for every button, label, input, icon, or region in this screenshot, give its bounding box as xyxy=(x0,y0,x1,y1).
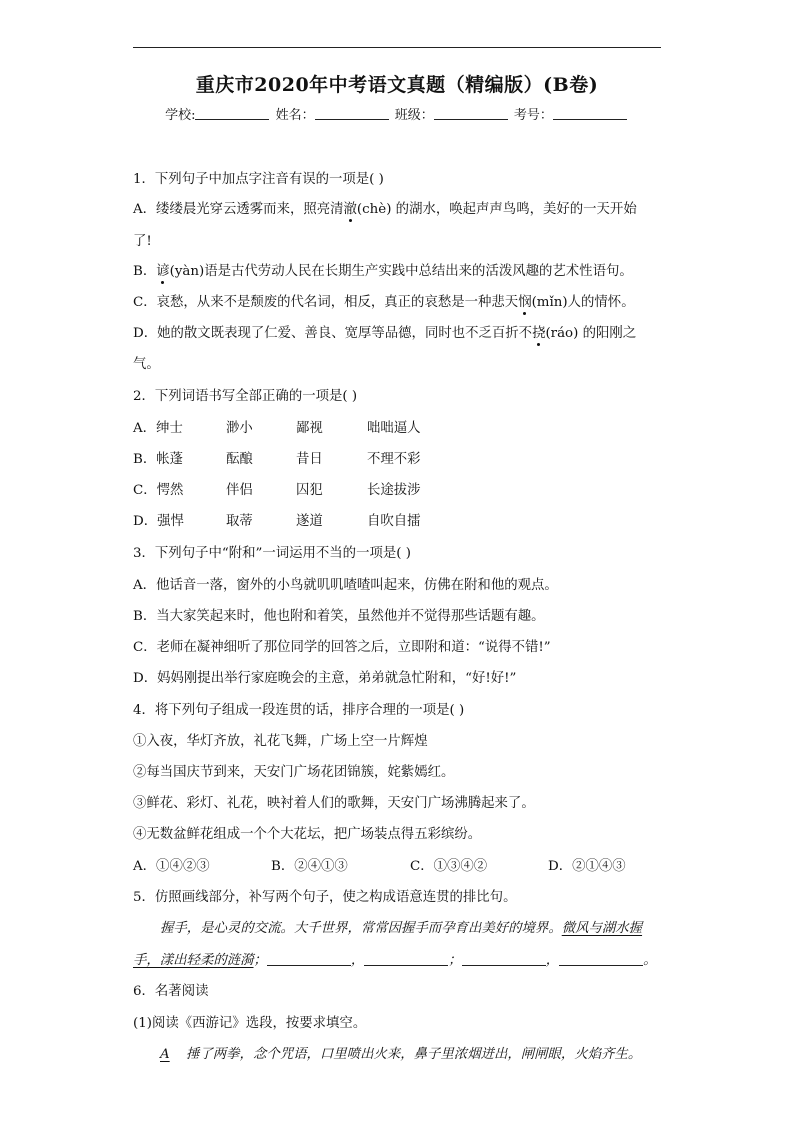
q5-answer-blank-2[interactable] xyxy=(364,953,448,966)
q2-b-word-1: B．帐蓬 xyxy=(133,452,184,467)
q1-d-dotted-char: 挠 xyxy=(532,326,546,341)
class-label: 班级： xyxy=(394,108,434,123)
q1-option-d-cont: 气。 xyxy=(133,357,160,372)
q2-b-word-4: 不理不彩 xyxy=(367,452,421,467)
q2-b-word-2: 酝酿 xyxy=(226,452,253,467)
q4-option-d: D．②①④③ xyxy=(548,859,626,874)
q1-b-dotted-char: 谚 xyxy=(156,264,170,279)
q4-sentence-4: ④无数盆鲜花组成一个个大花坛，把广场装点得五彩缤纷。 xyxy=(133,827,482,842)
q6-sub-question-1: (1)阅读《西游记》选段，按要求填空。 xyxy=(133,1016,367,1031)
q1-c-text: C．哀愁，从来不是颓废的代名词，相反，真正的哀愁是一种悲天 xyxy=(133,295,519,310)
q1-option-a-cont: 了! xyxy=(133,234,152,249)
q5-punct: 。 xyxy=(643,953,657,968)
q3-stem: 3．下列句子中“附和”一词运用不当的一项是( ) xyxy=(133,546,411,561)
name-blank[interactable] xyxy=(315,107,389,120)
q4-sentence-3: ③鲜花、彩灯、礼花，映衬着人们的歌舞，天安门广场沸腾起来了。 xyxy=(133,796,535,811)
q2-c-word-2: 伴侣 xyxy=(226,483,253,498)
header-rule xyxy=(133,47,661,48)
q6-passage-blank-label: A xyxy=(160,1047,170,1062)
q6-passage xyxy=(160,1046,660,1064)
q2-d-word-4: 自吹自擂 xyxy=(367,514,421,529)
school-label: 学校: xyxy=(165,108,196,123)
q5-punct: ， xyxy=(545,953,560,968)
q1-d-text-2: (ráo) 的阳刚之 xyxy=(545,326,637,341)
q1-b-label: B． xyxy=(133,264,157,279)
q4-sentence-1: ①入夜，华灯齐放，礼花飞舞，广场上空一片辉煌 xyxy=(133,734,428,749)
q5-stem: 5．仿照画线部分，补写两个句子，使之构成语意连贯的排比句。 xyxy=(133,890,517,905)
q5-underlined-text-2: 手，漾出轻柔的涟漪 xyxy=(133,953,254,968)
q4-sentence-2: ②每当国庆节到来，天安门广场花团锦簇，姹紫嫣红。 xyxy=(133,765,455,780)
q3-option-b: B．当大家笑起来时，他也附和着笑，虽然他并不觉得那些话题有趣。 xyxy=(133,609,545,624)
q1-option-d xyxy=(133,325,663,343)
q2-c-word-1: C．愕然 xyxy=(133,483,184,498)
q3-option-d: D．妈妈刚提出举行家庭晚会的主意，弟弟就急忙附和，“好!好!” xyxy=(133,671,517,686)
q1-a-dotted-char: 澈 xyxy=(343,202,357,217)
student-info-row xyxy=(0,104,794,123)
q4-option-b: B．②④①③ xyxy=(271,859,348,874)
q5-punct: ， xyxy=(350,953,365,968)
q1-option-a xyxy=(133,201,663,219)
q5-passage-line-1 xyxy=(160,920,660,938)
school-blank[interactable] xyxy=(195,107,269,120)
page-title: 重庆市2020年中考语文真题（精编版）(B卷) xyxy=(195,74,599,96)
q1-d-text: D．她的散文既表现了仁爱、善良、宽厚等品德，同时也不乏百折不 xyxy=(133,326,533,341)
q2-a-word-3: 鄙视 xyxy=(296,421,323,436)
name-label: 姓名： xyxy=(275,108,315,123)
q5-passage-text: 握手，是心灵的交流。大千世界，常常因握手而孕育出美好的境界。 xyxy=(160,921,562,936)
q3-option-a: A．他话音一落，窗外的小鸟就叽叽喳喳叫起来，仿佛在附和他的观点。 xyxy=(133,578,558,593)
q1-a-text: A．缕缕晨光穿云透雾而来，照亮清 xyxy=(133,202,344,217)
q1-b-text: (yàn)语是古代劳动人民在长期生产实践中总结出来的活泼风趣的艺术性语句。 xyxy=(169,264,633,279)
q4-option-c: C．①③④② xyxy=(410,859,488,874)
q5-passage-line-2 xyxy=(133,952,663,970)
q2-d-word-3: 遂道 xyxy=(296,514,323,529)
q1-option-b xyxy=(133,263,663,281)
q2-d-word-2: 取蒂 xyxy=(226,514,253,529)
q2-stem: 2．下列词语书写全部正确的一项是( ) xyxy=(133,389,358,404)
q1-c-text-2: (mǐn)人的情怀。 xyxy=(531,295,635,310)
exam-number-label: 考号： xyxy=(513,108,553,123)
exam-number-blank[interactable] xyxy=(553,107,627,120)
q1-a-text-2: (chè) 的湖水，唤起声声鸟鸣，美好的一天开始 xyxy=(356,202,637,217)
q1-c-dotted-char: 悯 xyxy=(518,295,532,310)
q1-stem: 1．下列句子中加点字注音有误的一项是( ) xyxy=(133,172,384,187)
q5-underlined-text: 微风与湖水握 xyxy=(561,921,643,936)
q5-punct: ； xyxy=(253,953,267,968)
q2-d-word-1: D．强悍 xyxy=(133,514,184,529)
q2-b-word-3: 昔日 xyxy=(296,452,323,467)
q5-answer-blank-4[interactable] xyxy=(559,953,643,966)
q5-punct: ； xyxy=(448,953,462,968)
q5-answer-blank-1[interactable] xyxy=(267,953,351,966)
q6-passage-text: 捶了两拳，念个咒语，口里喷出火来，鼻子里浓烟迸出，闸闸眼，火焰齐生。 xyxy=(186,1047,642,1062)
q2-a-word-4: 咄咄逼人 xyxy=(367,421,421,436)
q2-c-word-3: 囚犯 xyxy=(296,483,323,498)
class-blank[interactable] xyxy=(434,107,508,120)
q4-stem: 4．将下列句子组成一段连贯的话，排序合理的一项是( ) xyxy=(133,703,465,718)
q3-option-c: C．老师在凝神细听了那位同学的回答之后，立即附和道：“说得不错!” xyxy=(133,640,551,655)
q5-answer-blank-3[interactable] xyxy=(462,953,546,966)
q4-option-a: A．①④②③ xyxy=(133,859,210,874)
q1-option-c xyxy=(133,294,663,312)
q6-stem: 6．名著阅读 xyxy=(133,984,209,999)
q2-a-word-2: 渺小 xyxy=(226,421,253,436)
q2-a-word-1: A．绅士 xyxy=(133,421,183,436)
q2-c-word-4: 长途拔涉 xyxy=(367,483,421,498)
